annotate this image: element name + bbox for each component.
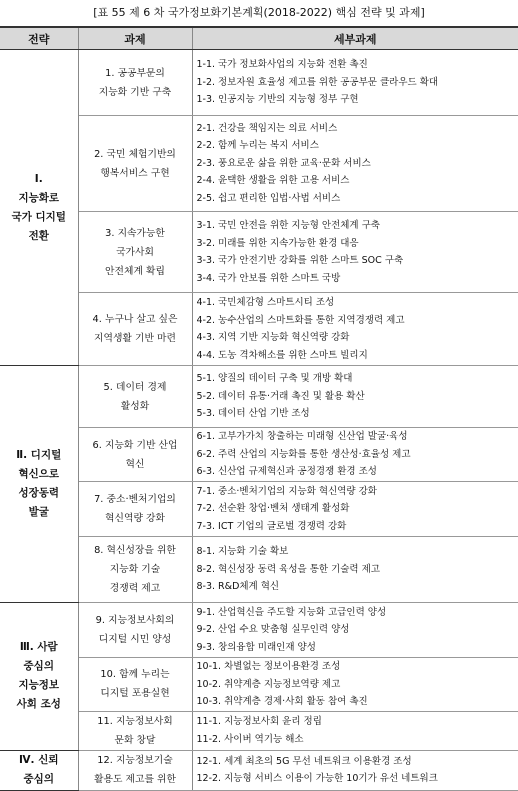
table-row: [0, 711, 518, 750]
details-cell: [192, 366, 518, 428]
details-cell: [192, 293, 518, 366]
header-row: [0, 27, 518, 50]
header-strategy: 전략: [0, 27, 78, 50]
detail-item: 6-1. 고부가가치 창출하는 미래형 신산업 발굴·육성: [197, 428, 518, 446]
header-task: 과제: [78, 27, 192, 50]
detail-item: 4-4. 도농 격차해소를 위한 스마트 빌리지: [197, 347, 518, 365]
detail-item: 7-3. ICT 기업의 글로벌 경쟁력 강화: [197, 518, 518, 536]
strategy-cell: [0, 366, 78, 603]
task-label: 2. 국민 체험기반의 행복서비스 구현: [94, 149, 176, 179]
table-body: [0, 50, 518, 791]
table-row: [0, 658, 518, 712]
detail-item: 11-2. 사이버 역기능 해소: [197, 731, 518, 749]
detail-item: 2-3. 풍요로운 삶을 위한 교육·문화 서비스: [197, 155, 518, 173]
task-cell: [78, 212, 192, 293]
table-row: [0, 116, 518, 212]
detail-item: 1-2. 정보자원 효율성 제고를 위한 공공부문 클라우드 확대: [197, 74, 518, 92]
task-cell: [78, 428, 192, 482]
task-cell: [78, 658, 192, 712]
detail-item: 3-4. 국가 안보를 위한 스마트 국방: [197, 270, 518, 288]
detail-item: 8-3. R&D체계 혁신: [197, 578, 518, 596]
details-cell: [192, 750, 518, 790]
detail-item: 10-1. 차별없는 정보이용환경 조성: [197, 658, 518, 676]
task-label: 11. 지능정보사회 문화 창달: [97, 716, 172, 746]
table-row: [0, 537, 518, 603]
detail-item: 2-4. 윤택한 생활을 위한 고용 서비스: [197, 172, 518, 190]
strategy-label: Ⅰ. 지능화로 국가 디지털 전환: [12, 173, 66, 242]
detail-item: 4-3. 지역 기반 지능화 혁신역량 강화: [197, 329, 518, 347]
strategy-label: Ⅲ. 사람 중심의 지능정보 사회 조성: [17, 641, 61, 710]
detail-item: 3-3. 국가 안전기반 강화를 위한 스마트 SOC 구축: [197, 252, 518, 270]
detail-item: 2-2. 함께 누리는 복지 서비스: [197, 137, 518, 155]
detail-item: 9-1. 산업혁신을 주도할 지능화 고급인력 양성: [197, 604, 518, 622]
strategy-label: Ⅱ. 디지털 혁신으로 성장동력 발굴: [16, 449, 61, 518]
detail-item: 3-1. 국민 안전을 위한 지능형 안전체계 구축: [197, 217, 518, 235]
details-cell: [192, 428, 518, 482]
task-label: 10. 함께 누리는 디지털 포용실현: [100, 669, 169, 699]
task-label: 5. 데이터 경제 활성화: [104, 382, 167, 412]
detail-item: 1-1. 국가 정보화사업의 지능화 전환 촉진: [197, 56, 518, 74]
detail-item: 4-2. 농수산업의 스마트화를 통한 지역경쟁력 제고: [197, 312, 518, 330]
strategy-table: [0, 26, 518, 791]
detail-item: 7-2. 선순환 창업·벤처 생태계 활성화: [197, 500, 518, 518]
table-row: [0, 366, 518, 428]
table-row: [0, 428, 518, 482]
table-row: [0, 212, 518, 293]
task-cell: [78, 366, 192, 428]
task-label: 12. 지능정보기술 활용도 제고를 위한: [94, 755, 176, 785]
details-cell: [192, 212, 518, 293]
detail-item: 8-1. 지능화 기술 확보: [197, 543, 518, 561]
task-label: 4. 누구나 살고 싶은 지역생활 기반 마련: [93, 314, 178, 344]
strategy-cell: [0, 750, 78, 790]
details-cell: [192, 482, 518, 537]
detail-item: 12-1. 세계 최초의 5G 무선 네트워크 이용환경 조성: [197, 753, 518, 771]
details-cell: [192, 537, 518, 603]
task-label: 1. 공공부문의 지능화 기반 구축: [99, 68, 171, 98]
detail-item: 1-3. 인공지능 기반의 지능형 정부 구현: [197, 91, 518, 109]
strategy-cell: [0, 50, 78, 366]
strategy-cell: [0, 603, 78, 751]
table-row: [0, 293, 518, 366]
details-cell: [192, 658, 518, 712]
detail-item: 5-2. 데이터 유통·거래 촉진 및 활용 확산: [197, 388, 518, 406]
task-label: 8. 혁신성장을 위한 지능화 기술 경쟁력 제고: [94, 545, 176, 594]
details-cell: [192, 50, 518, 116]
detail-item: 5-1. 양질의 데이터 구축 및 개방 확대: [197, 370, 518, 388]
detail-item: 4-1. 국민체감형 스마트시티 조성: [197, 294, 518, 312]
detail-item: 10-2. 취약계층 지능정보역량 제고: [197, 676, 518, 694]
detail-item: 9-3. 창의융합 미래인재 양성: [197, 639, 518, 657]
task-cell: [78, 482, 192, 537]
task-label: 6. 지능화 기반 산업 혁신: [93, 440, 178, 470]
table-caption: [표 55 제 6 차 국가정보화기본계획(2018-2022) 핵심 전략 및 과제]: [0, 0, 518, 26]
detail-item: 6-2. 주력 산업의 지능화를 통한 생산성·효율성 제고: [197, 446, 518, 464]
task-cell: [78, 293, 192, 366]
detail-item: 2-5. 쉽고 편리한 입법·사법 서비스: [197, 190, 518, 208]
strategy-label: Ⅳ. 신뢰 중심의: [19, 754, 58, 785]
detail-item: 2-1. 건강을 책임지는 의료 서비스: [197, 120, 518, 138]
task-cell: [78, 750, 192, 790]
table-row: [0, 50, 518, 116]
task-label: 3. 지속가능한 국가사회 안전체계 확립: [105, 228, 165, 277]
task-cell: [78, 711, 192, 750]
detail-item: 7-1. 중소·벤처기업의 지능화 혁신역량 강화: [197, 483, 518, 501]
detail-item: 3-2. 미래를 위한 지속가능한 환경 대응: [197, 235, 518, 253]
table-row: [0, 750, 518, 790]
detail-item: 9-2. 산업 수요 맞춤형 실무인력 양성: [197, 621, 518, 639]
task-label: 9. 지능정보사회의 디지털 시민 양성: [96, 615, 175, 645]
detail-item: 8-2. 혁신성장 동력 육성을 통한 기술력 제고: [197, 561, 518, 579]
table-row: [0, 482, 518, 537]
task-label: 7. 중소·벤처기업의 혁신역량 강화: [94, 494, 176, 524]
details-cell: [192, 603, 518, 658]
details-cell: [192, 116, 518, 212]
detail-item: 5-3. 데이터 산업 기반 조성: [197, 405, 518, 423]
task-cell: [78, 116, 192, 212]
table-row: [0, 603, 518, 658]
details-cell: [192, 711, 518, 750]
task-cell: [78, 537, 192, 603]
header-details: 세부과제: [192, 27, 518, 50]
task-cell: [78, 50, 192, 116]
detail-item: 11-1. 지능정보사회 윤리 정립: [197, 713, 518, 731]
detail-item: 6-3. 신산업 규제혁신과 공정경쟁 환경 조성: [197, 463, 518, 481]
detail-item: 10-3. 취약계층 경제·사회 활동 참여 촉진: [197, 693, 518, 711]
detail-item: 12-2. 지능형 서비스 이용이 가능한 10기가 유선 네트워크: [197, 770, 518, 788]
task-cell: [78, 603, 192, 658]
